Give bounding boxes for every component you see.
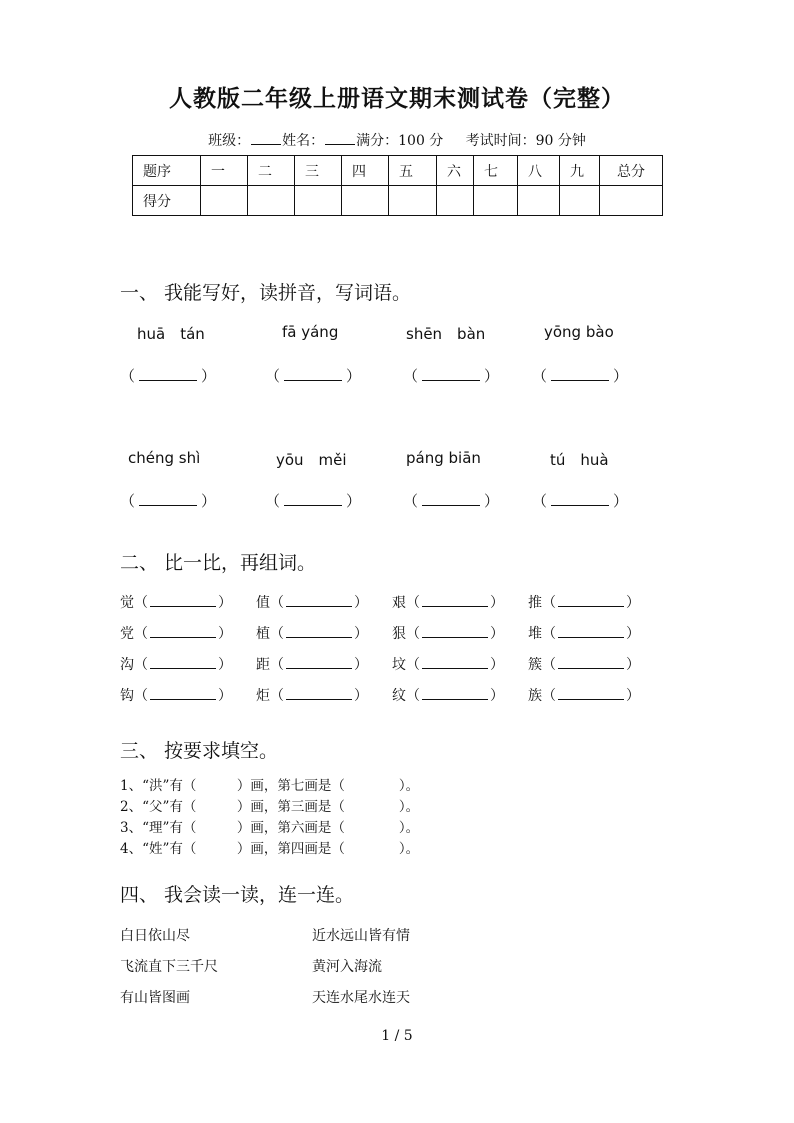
page-number: 1 / 5 [381,1028,413,1044]
class-blank [251,132,281,145]
score-cell [437,186,474,216]
fill-blank-item[interactable]: 2、“父”有（ ）画，第三画是（ ）。 [120,799,420,815]
score-cell [248,186,295,216]
section1-title: 一、 我能写好，读拼音，写词语。 [120,282,412,304]
answer-blank[interactable]: （ ） [265,367,362,385]
section2-title: 二、 比一比，再组词。 [120,552,317,574]
class-label: 班级： [208,133,251,149]
answer-blank[interactable]: （ ） [120,367,217,385]
word-compare-item[interactable]: 坟（ ） [392,657,504,673]
pinyin-item: páng biān [406,449,481,467]
score-row-label: 得分 [133,186,201,216]
exam-time: 考试时间：90 分钟 [465,133,586,149]
poem-line-right[interactable]: 黄河入海流 [312,959,382,975]
poem-line-right[interactable]: 天连水尾水连天 [312,990,410,1006]
score-cell [474,186,518,216]
table-header-cell: 一 [201,156,248,186]
name-blank [325,132,355,145]
answer-blank[interactable]: （ ） [532,492,629,510]
full-score: 满分：100 分 [356,133,444,149]
word-compare-item[interactable]: 推（ ） [528,595,640,611]
pinyin-item: yōu měi [276,451,347,469]
table-header-cell: 总分 [600,156,663,186]
word-compare-item[interactable]: 簇（ ） [528,657,640,673]
word-compare-item[interactable]: 值（ ） [256,595,368,611]
pinyin-item: yōng bào [544,323,614,341]
poem-line-left[interactable]: 有山皆图画 [120,990,190,1006]
pinyin-item: tú huà [550,451,609,469]
word-compare-item[interactable]: 艰（ ） [392,595,504,611]
word-compare-item[interactable]: 炬（ ） [256,688,368,704]
exam-info [0,130,794,150]
word-compare-item[interactable]: 族（ ） [528,688,640,704]
score-cell [389,186,437,216]
word-compare-item[interactable]: 距（ ） [256,657,368,673]
score-table [132,155,663,216]
word-compare-item[interactable]: 觉（ ） [120,595,232,611]
page-title: 人教版二年级上册语文期末测试卷（完整） [169,85,625,112]
fill-blank-item[interactable]: 4、“姓”有（ ）画，第四画是（ ）。 [120,841,420,857]
answer-blank[interactable]: （ ） [265,492,362,510]
table-header-cell: 二 [248,156,295,186]
pinyin-item: fā yáng [282,323,339,341]
word-compare-item[interactable]: 党（ ） [120,626,232,642]
table-header-cell: 四 [342,156,389,186]
score-cell [201,186,248,216]
table-header-cell: 八 [518,156,560,186]
table-header-cell: 六 [437,156,474,186]
word-compare-item[interactable]: 钩（ ） [120,688,232,704]
score-cell [342,186,389,216]
score-cell [560,186,600,216]
word-compare-item[interactable]: 沟（ ） [120,657,232,673]
pinyin-item: huā tán [137,325,205,343]
answer-blank[interactable]: （ ） [120,492,217,510]
table-header-cell: 题序 [133,156,201,186]
table-header-cell: 七 [474,156,518,186]
score-cell [600,186,663,216]
word-compare-item[interactable]: 狠（ ） [392,626,504,642]
fill-blank-item[interactable]: 3、“理”有（ ）画，第六画是（ ）。 [120,820,420,836]
score-table-header-row [133,156,663,186]
table-header-cell: 五 [389,156,437,186]
poem-line-left[interactable]: 飞流直下三千尺 [120,959,218,975]
section4-title: 四、 我会读一读，连一连。 [120,884,355,906]
word-compare-item[interactable]: 堆（ ） [528,626,640,642]
score-cell [518,186,560,216]
word-compare-item[interactable]: 纹（ ） [392,688,504,704]
pinyin-item: chéng shì [128,449,201,467]
score-table-score-row [133,186,663,216]
answer-blank[interactable]: （ ） [403,492,500,510]
answer-blank[interactable]: （ ） [403,367,500,385]
poem-line-left[interactable]: 白日依山尽 [120,928,190,944]
answer-blank[interactable]: （ ） [532,367,629,385]
word-compare-item[interactable]: 植（ ） [256,626,368,642]
poem-line-right[interactable]: 近水远山皆有情 [312,928,410,944]
score-cell [295,186,342,216]
pinyin-item: shēn bàn [406,325,486,343]
name-label: 姓名： [282,133,325,149]
section3-title: 三、 按要求填空。 [120,740,279,762]
table-header-cell: 九 [560,156,600,186]
fill-blank-item[interactable]: 1、“洪”有（ ）画，第七画是（ ）。 [120,778,420,794]
table-header-cell: 三 [295,156,342,186]
